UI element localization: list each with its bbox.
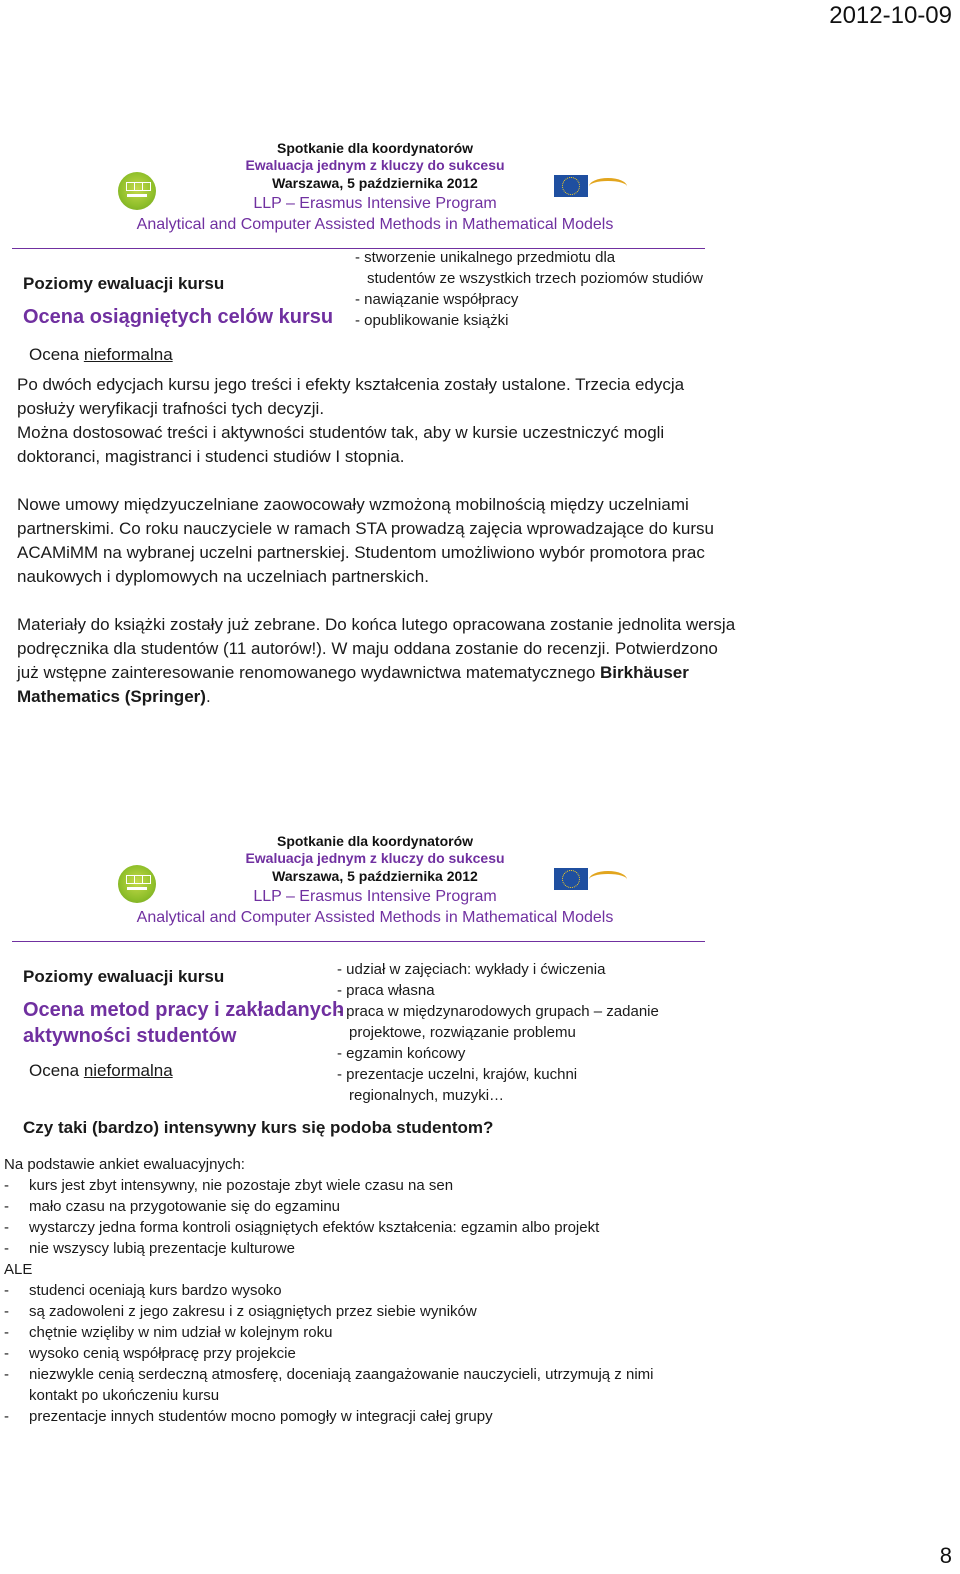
list-item — [4, 1196, 653, 1217]
list-dash: - — [4, 1240, 9, 1257]
list-item — [4, 1406, 653, 1427]
paragraph — [17, 613, 737, 709]
publisher-name: Birkhäuser Mathematics (Springer) — [17, 663, 689, 706]
list-item: - prezentacje uczelni, krajów, kuchni — [337, 1066, 578, 1083]
list-item-text: kurs jest zbyt intensywny, nie pozostaje zbyt wiele czasu na sen — [29, 1177, 454, 1194]
list-item-text: mało czasu na przygotowanie się do egzaminu — [29, 1198, 341, 1215]
evaluation-type-underlined: nieformalna — [83, 1061, 173, 1080]
survey-results — [4, 1154, 653, 1427]
list-dash: - — [4, 1303, 9, 1320]
page-date: 2012-10-09 — [829, 2, 952, 29]
survey-question: Czy taki (bardzo) intensywny kurs się podoba studentom? — [23, 1118, 494, 1137]
list-item — [4, 1322, 653, 1343]
list-item-text: nie wszyscy lubią prezentacje kulturowe — [29, 1240, 295, 1257]
evaluation-prefix: Ocena — [29, 1061, 80, 1080]
list-item: - praca własna — [337, 982, 435, 999]
list-item-continuation — [4, 1385, 653, 1406]
paragraph: Nowe umowy międzyuczelniane zaowocowały wzmożoną mobilnością między uczelniami partnerskimi. Co roku nauczyciele w ramach STA prowadzą zajęcia wprowadzające do kursu ACAMiMM na wybranej uczelni partnerskiej. Studentom umożliwiono wybór promotora prac naukowych i dyplomowych na uczelniach partnerskich. — [17, 495, 714, 586]
list-dash: - — [4, 1219, 9, 1236]
paragraph-text: Materiały do książki zostały już zebrane. Do końca lutego opracowana zostanie jednolita wersja podręcznika dla studentów (11 autorów!). W maju oddana zostanie do recenzji. Potwierdzono już wstępne zainteresowanie renomowanego wydawnictwa matematycznego — [17, 615, 736, 682]
list-item-text: są zadowoleni z jego zakresu i z osiągniętych przez siebie wyników — [29, 1303, 477, 1320]
list-item-text: wysoko cenią współpracę przy projekcie — [29, 1345, 296, 1362]
list-item — [4, 1343, 653, 1364]
header-divider — [12, 941, 705, 942]
header-subtitle: Ewaluacja jednym z kluczy do sukcesu — [245, 157, 505, 173]
paragraph-end: . — [205, 687, 211, 706]
subtitle-line: aktywności studentów — [23, 1025, 237, 1047]
list-item: studentów ze wszystkich trzech poziomów studiów — [367, 270, 703, 287]
slide-subtitle — [23, 997, 344, 1049]
list-item-text: wystarczy jedna forma kontroli osiągniętych efektów kształcenia: egzamin albo projekt — [29, 1219, 600, 1236]
list-item — [4, 1217, 653, 1238]
evaluation-prefix: Ocena — [29, 345, 80, 364]
header-meeting: Spotkanie dla koordynatorów — [276, 833, 474, 849]
list-dash: - — [4, 1177, 9, 1194]
evaluation-type-underlined: nieformalna — [83, 345, 173, 364]
header-place-date: Warszawa, 5 października 2012 — [272, 175, 478, 191]
list-item: - egzamin końcowy — [337, 1045, 466, 1062]
list-item-text: kontakt po ukończeniu kursu — [29, 1387, 220, 1404]
list-dash: - — [4, 1324, 9, 1341]
subtitle-line: Ocena metod pracy i zakładanych — [23, 999, 345, 1021]
header-program: LLP – Erasmus Intensive Program — [253, 888, 497, 905]
list-dash: - — [4, 1366, 9, 1383]
slide-title: Poziomy ewaluacji kursu — [23, 967, 225, 986]
header-meeting: Spotkanie dla koordynatorów — [276, 140, 474, 156]
slide-header — [0, 140, 750, 235]
header-course: Analytical and Computer Assisted Methods in Mathematical Models — [136, 909, 614, 926]
list-item — [4, 1364, 653, 1385]
list-dash: - — [4, 1282, 9, 1299]
list-dash: - — [4, 1198, 9, 1215]
header-place-date: Warszawa, 5 października 2012 — [272, 868, 478, 884]
paragraph: Można dostosować treści i aktywności studentów tak, aby w kursie uczestniczyć mogli doktoranci, magistranci i studenci studiów I stopnia. — [17, 423, 665, 466]
list-item — [4, 1301, 653, 1322]
list-dash: - — [4, 1345, 9, 1362]
evaluation-type — [29, 1061, 173, 1081]
goals-list — [355, 247, 703, 331]
evaluation-type — [29, 345, 173, 365]
page-number: 8 — [939, 1543, 952, 1568]
list-item-text: prezentacje innych studentów mocno pomogły w integracji całej grupy — [29, 1408, 493, 1425]
list-dash: - — [4, 1408, 9, 1425]
contrast-word: ALE — [4, 1261, 33, 1278]
header-program: LLP – Erasmus Intensive Program — [253, 195, 497, 212]
list-item: - nawiązanie współpracy — [355, 291, 519, 308]
list-item — [4, 1238, 653, 1259]
list-item: projektowe, rozwiązanie problemu — [349, 1024, 576, 1041]
list-item: - stworzenie unikalnego przedmiotu dla — [355, 249, 616, 266]
list-item-text: studenci oceniają kurs bardzo wysoko — [29, 1282, 282, 1299]
slide-header — [0, 833, 750, 928]
methods-list — [337, 959, 659, 1106]
list-item: - opublikowanie książki — [355, 312, 509, 329]
list-item: - praca w międzynarodowych grupach – zadanie — [337, 1003, 659, 1020]
list-item-text: niezwykle cenią serdeczną atmosferę, doceniają zaangażowanie nauczycieli, utrzymują z nimi — [29, 1366, 654, 1383]
list-item: - udział w zajęciach: wykłady i ćwiczenia — [337, 961, 606, 978]
slide-subtitle: Ocena osiągniętych celów kursu — [23, 306, 334, 328]
header-course: Analytical and Computer Assisted Methods in Mathematical Models — [136, 216, 614, 233]
survey-intro: Na podstawie ankiet ewaluacyjnych: — [4, 1156, 245, 1173]
list-item-text: chętnie wzięliby w nim udział w kolejnym roku — [29, 1324, 333, 1341]
list-item: regionalnych, muzyki… — [349, 1087, 505, 1104]
header-subtitle: Ewaluacja jednym z kluczy do sukcesu — [245, 850, 505, 866]
slide-title: Poziomy ewaluacji kursu — [23, 274, 225, 293]
list-item — [4, 1280, 653, 1301]
list-item — [4, 1175, 653, 1196]
slide-body — [17, 373, 737, 709]
paragraph: Po dwóch edycjach kursu jego treści i efekty kształcenia zostały ustalone. Trzecia edycja posłuży weryfikacji trafności tych decyzji. — [17, 375, 685, 418]
